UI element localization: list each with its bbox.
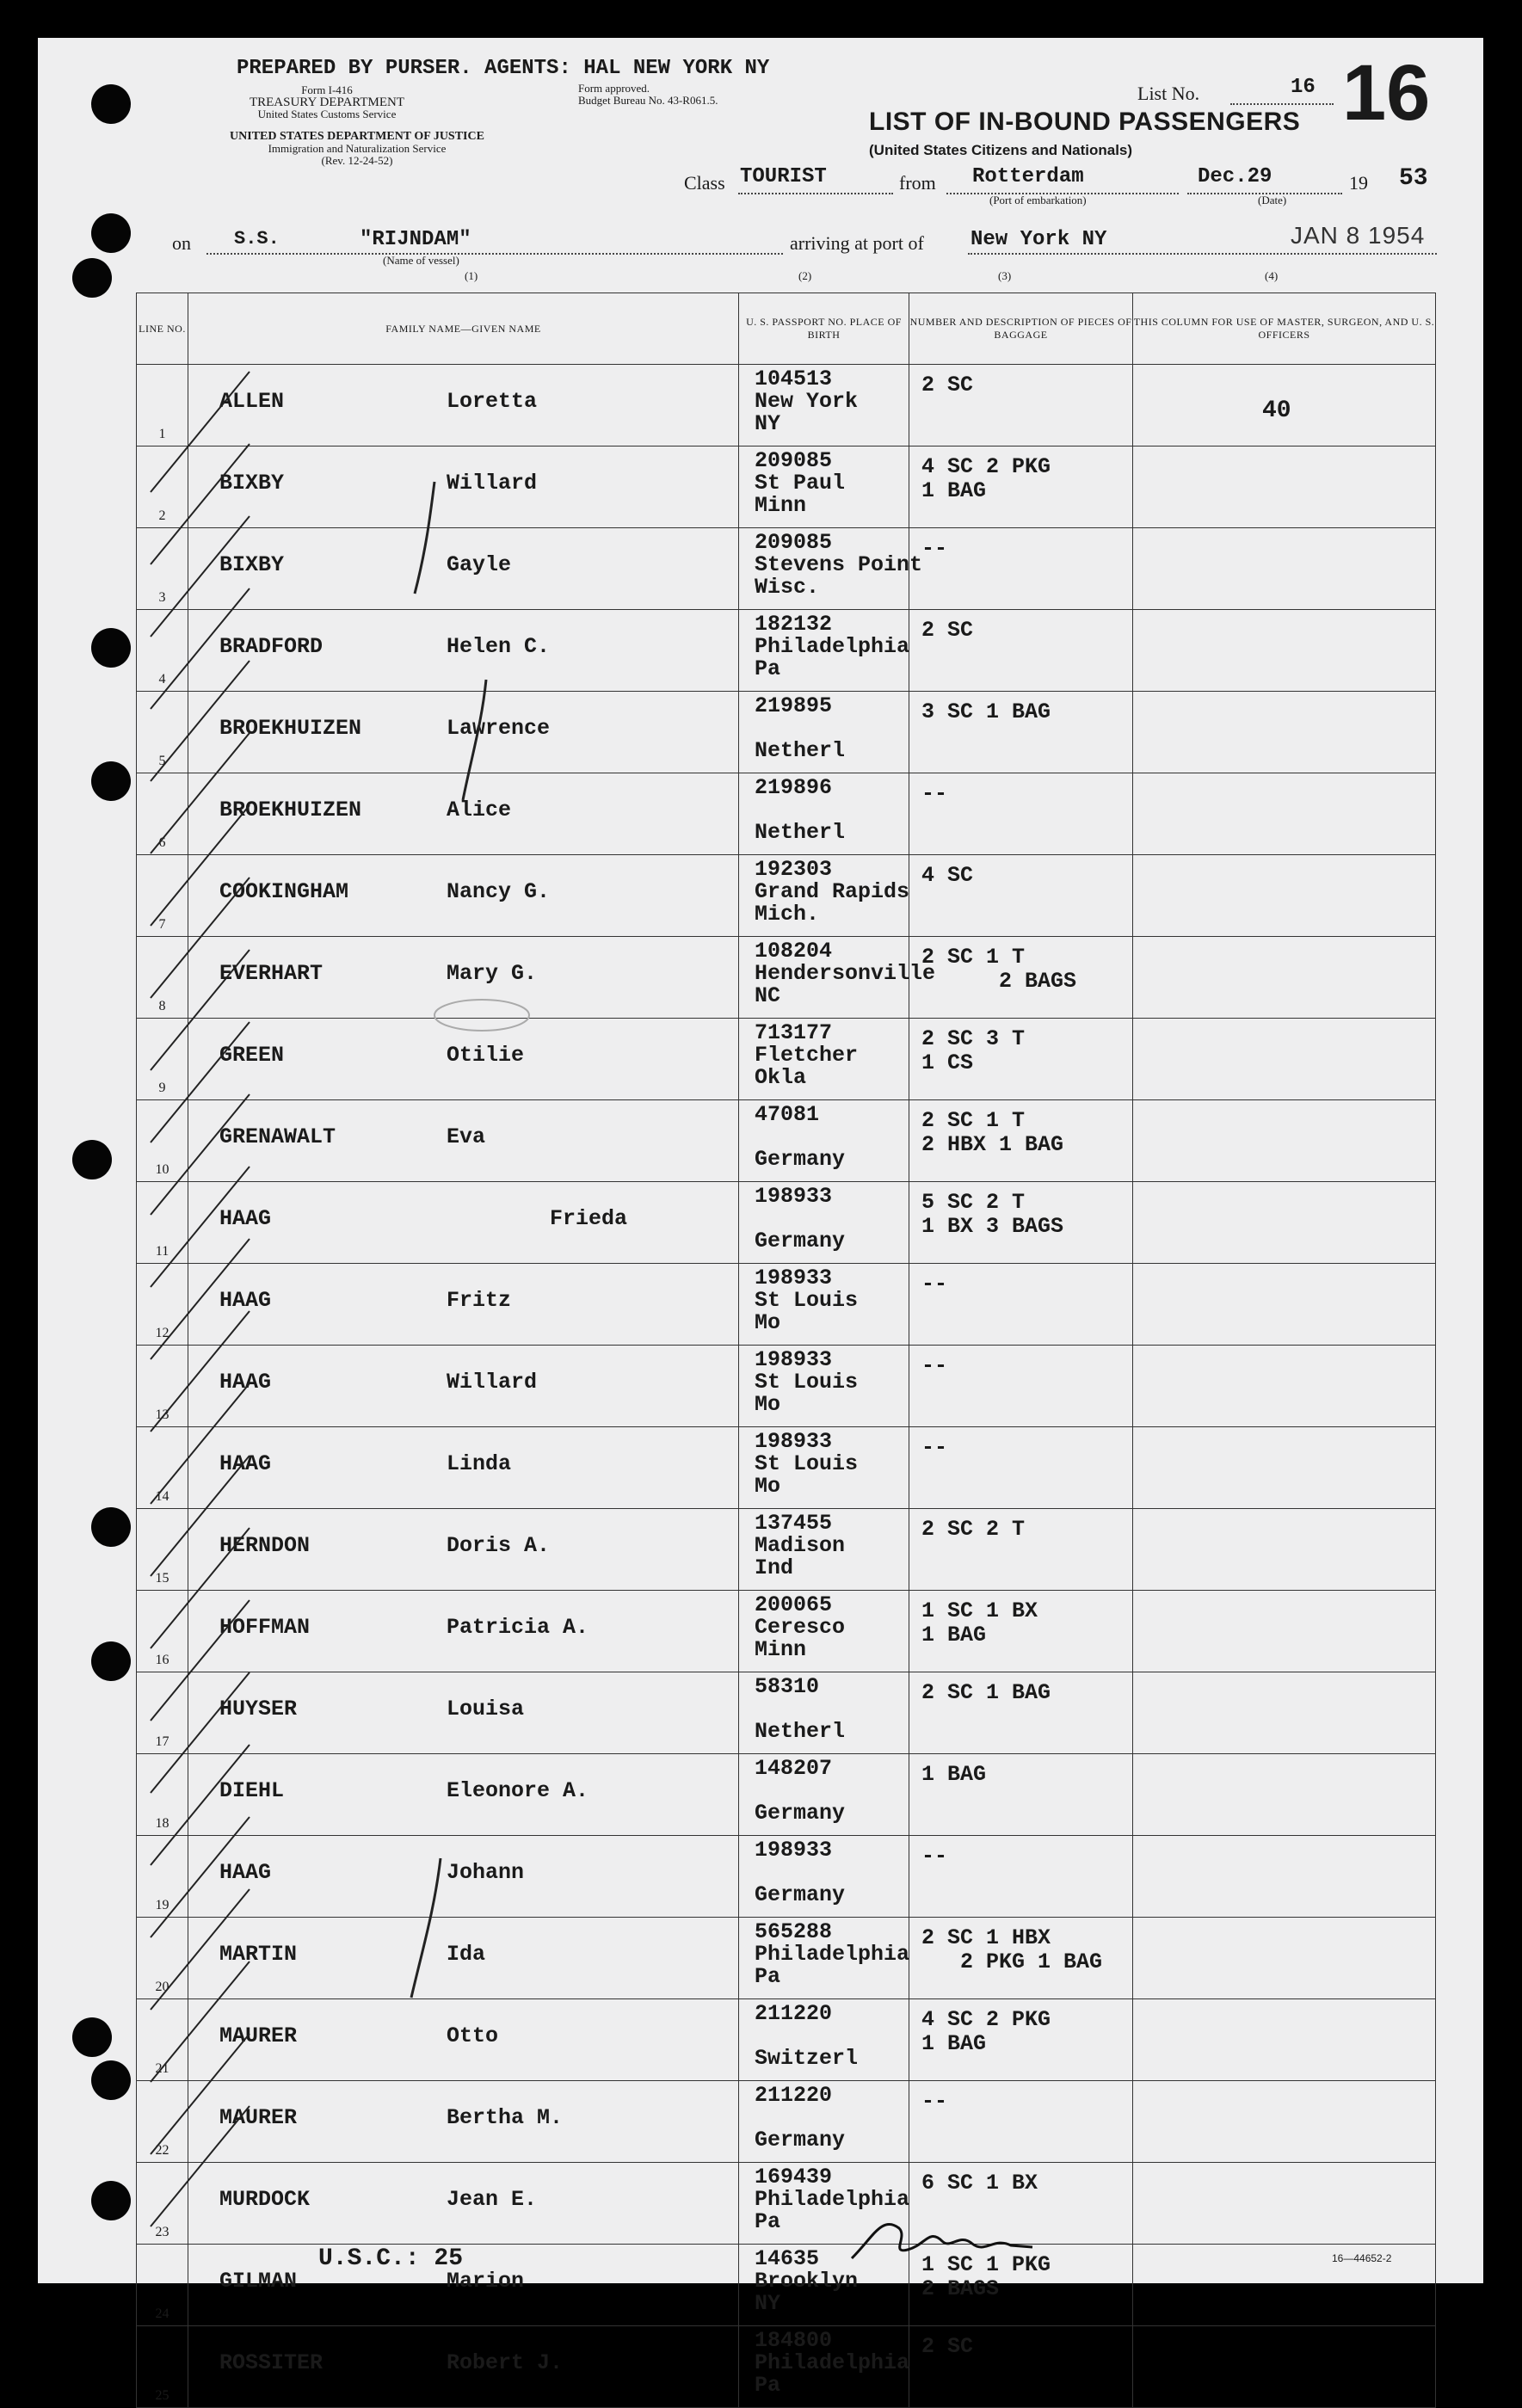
officer-notes <box>1133 773 1436 855</box>
officer-notes <box>1133 610 1436 692</box>
baggage: 2 SC <box>909 2326 1133 2408</box>
line-number: 17 <box>137 1672 188 1754</box>
baggage: 1 BAG <box>909 1754 1133 1836</box>
list-no-stamp: 16 <box>1342 49 1431 137</box>
name-cell <box>188 692 739 773</box>
name-cell <box>188 1346 739 1427</box>
table-row <box>137 528 1436 610</box>
officer-notes <box>1133 1672 1436 1754</box>
table-row <box>137 1754 1436 1836</box>
passport-birthplace: 192303 Grand Rapids Mich. <box>739 855 909 937</box>
passport-birthplace: 219895 Netherl <box>739 692 909 773</box>
baggage: 4 SC 2 PKG 1 BAG <box>909 1999 1133 2081</box>
given-name: Bertha M. <box>447 2105 564 2130</box>
passport-birthplace: 198933 St Louis Mo <box>739 1427 909 1509</box>
given-name: Gayle <box>447 552 512 577</box>
officer-notes <box>1133 1019 1436 1100</box>
prepared-by-line: PREPARED BY PURSER. AGENTS: HAL NEW YORK NY <box>237 57 770 80</box>
name-cell <box>188 1999 739 2081</box>
passport-birthplace: 104513 New York NY <box>739 365 909 446</box>
table-row <box>137 610 1436 692</box>
given-name: Jean E. <box>447 2187 538 2212</box>
name-cell <box>188 1264 739 1346</box>
table-row <box>137 1836 1436 1918</box>
vessel-name: "RIJNDAM" <box>360 228 471 251</box>
family-name: HAAG <box>219 1451 272 1476</box>
line-number: 25 <box>137 2326 188 2408</box>
officer-notes <box>1133 1346 1436 1427</box>
line-number: 21 <box>137 1999 188 2081</box>
port-caption: (Port of embarkation) <box>989 194 1087 206</box>
baggage: 1 SC 1 BX 1 BAG <box>909 1591 1133 1672</box>
table-row <box>137 2163 1436 2245</box>
name-cell <box>188 1182 739 1264</box>
passport-birthplace: 211220 Switzerl <box>739 1999 909 2081</box>
baggage: 3 SC 1 BAG <box>909 692 1133 773</box>
family-name: HAAG <box>219 1860 272 1885</box>
family-name: HAAG <box>219 1288 272 1313</box>
justice-block <box>159 131 555 167</box>
binder-hole <box>91 2181 131 2220</box>
baggage: 6 SC 1 BX <box>909 2163 1133 2245</box>
baggage: -- <box>909 1427 1133 1509</box>
baggage: 2 SC 3 T 1 CS <box>909 1019 1133 1100</box>
col-header-line: LINE NO. <box>137 293 188 365</box>
officer-notes <box>1133 855 1436 937</box>
year-value: 53 <box>1399 165 1428 192</box>
list-no-line <box>1230 103 1334 105</box>
given-name: Lawrence <box>447 716 551 741</box>
baggage: -- <box>909 1264 1133 1346</box>
name-cell <box>188 1836 739 1918</box>
family-name: COOKINGHAM <box>219 879 349 904</box>
date-caption: (Date) <box>1258 194 1287 206</box>
date-value: Dec.29 <box>1198 165 1272 188</box>
passport-birthplace: 219896 Netherl <box>739 773 909 855</box>
class-value: TOURIST <box>740 165 827 188</box>
baggage: 2 SC 1 T 2 HBX 1 BAG <box>909 1100 1133 1182</box>
ins-service: Immigration and Naturalization Service <box>268 142 447 155</box>
baggage: 2 SC 2 T <box>909 1509 1133 1591</box>
baggage: 4 SC <box>909 855 1133 937</box>
family-name: BRADFORD <box>219 634 324 659</box>
name-cell <box>188 446 739 528</box>
baggage: -- <box>909 1836 1133 1918</box>
form-approved-text: Form approved. <box>578 82 650 95</box>
form-approved <box>578 83 718 107</box>
justice-dept: UNITED STATES DEPARTMENT OF JUSTICE <box>230 130 484 143</box>
baggage: 2 SC 1 BAG <box>909 1672 1133 1754</box>
passport-birthplace: 137455 Madison Ind <box>739 1509 909 1591</box>
officer-notes <box>1133 1591 1436 1672</box>
officer-notes <box>1133 1264 1436 1346</box>
family-name: MURDOCK <box>219 2187 311 2212</box>
given-name: Willard <box>447 471 538 496</box>
name-cell <box>188 1672 739 1754</box>
name-cell <box>188 855 739 937</box>
line-number: 23 <box>137 2163 188 2245</box>
table-row <box>137 1264 1436 1346</box>
table-header-row <box>137 293 1436 365</box>
arriving-line <box>968 253 1437 255</box>
name-cell <box>188 528 739 610</box>
name-cell <box>188 365 739 446</box>
passport-birthplace: 47081 Germany <box>739 1100 909 1182</box>
name-cell <box>188 610 739 692</box>
baggage: 2 SC 1 T 2 BAGS <box>909 937 1133 1019</box>
table-row <box>137 1427 1436 1509</box>
officer-notes <box>1133 2081 1436 2163</box>
name-cell <box>188 2081 739 2163</box>
family-name: BROEKHUIZEN <box>219 716 362 741</box>
table-row <box>137 773 1436 855</box>
binder-hole <box>91 1641 131 1681</box>
line-number: 1 <box>137 365 188 446</box>
passport-birthplace: 565288 Philadelphia Pa <box>739 1918 909 1999</box>
col-header-name: FAMILY NAME—GIVEN NAME <box>188 293 739 365</box>
line-number: 18 <box>137 1754 188 1836</box>
passenger-table <box>136 293 1436 2408</box>
given-name: Eleonore A. <box>447 1778 589 1803</box>
given-name: Patricia A. <box>447 1615 589 1640</box>
family-name: HOFFMAN <box>219 1615 311 1640</box>
table-row <box>137 446 1436 528</box>
family-name: HAAG <box>219 1370 272 1395</box>
binder-hole <box>91 628 131 668</box>
from-value: Rotterdam <box>972 165 1084 188</box>
family-name: HERNDON <box>219 1533 311 1558</box>
table-row <box>137 1918 1436 1999</box>
table-row <box>137 1999 1436 2081</box>
line-number: 13 <box>137 1346 188 1427</box>
given-name: Frieda <box>550 1206 628 1231</box>
name-cell <box>188 1918 739 1999</box>
table-row <box>137 1100 1436 1182</box>
name-cell <box>188 1509 739 1591</box>
binder-hole <box>91 213 131 253</box>
page-title: LIST OF IN-BOUND PASSENGERS <box>869 108 1301 136</box>
table-row <box>137 1019 1436 1100</box>
baggage: -- <box>909 1346 1133 1427</box>
family-name: HUYSER <box>219 1697 298 1721</box>
baggage: 2 SC <box>909 610 1133 692</box>
table-row <box>137 1346 1436 1427</box>
year-prefix: 19 <box>1349 172 1368 194</box>
family-name: MAURER <box>219 2023 298 2048</box>
table-row <box>137 2326 1436 2408</box>
binder-hole <box>91 1507 131 1547</box>
class-line <box>738 193 893 194</box>
officer-notes <box>1133 1509 1436 1591</box>
signature <box>847 2211 1037 2271</box>
from-label: from <box>899 172 936 194</box>
line-number: 24 <box>137 2245 188 2326</box>
name-cell <box>188 2163 739 2245</box>
officer-notes <box>1133 1918 1436 1999</box>
table-row <box>137 365 1436 446</box>
binder-hole <box>91 2060 131 2100</box>
family-name: ALLEN <box>219 389 285 414</box>
officer-notes <box>1133 1754 1436 1836</box>
treasury-dept: TREASURY DEPARTMENT <box>249 95 405 109</box>
col-num-3: (3) <box>998 269 1012 282</box>
table-row <box>137 1672 1436 1754</box>
vessel-caption: (Name of vessel) <box>383 254 459 267</box>
table-row <box>137 692 1436 773</box>
table-row <box>137 1182 1436 1264</box>
officer-notes <box>1133 528 1436 610</box>
given-name: Linda <box>447 1451 512 1476</box>
passport-birthplace: 184800 Philadelphia Pa <box>739 2326 909 2408</box>
line-number: 16 <box>137 1591 188 1672</box>
line-number: 19 <box>137 1836 188 1918</box>
line-number: 4 <box>137 610 188 692</box>
col-header-passport: U. S. PASSPORT NO. PLACE OF BIRTH <box>739 293 909 365</box>
passport-birthplace: 182132 Philadelphia Pa <box>739 610 909 692</box>
list-no-label: List No. <box>1137 83 1200 104</box>
family-name: GREEN <box>219 1043 285 1068</box>
officer-notes <box>1133 1999 1436 2081</box>
line-number: 22 <box>137 2081 188 2163</box>
usc-count: U.S.C.: 25 <box>318 2245 464 2272</box>
family-name: MAURER <box>219 2105 298 2130</box>
customs-service: United States Customs Service <box>257 108 397 120</box>
page-subtitle: (United States Citizens and Nationals) <box>869 142 1133 158</box>
officer-notes <box>1133 1182 1436 1264</box>
officer-notes <box>1133 2326 1436 2408</box>
line-number: 9 <box>137 1019 188 1100</box>
binder-hole <box>72 258 112 298</box>
binder-hole <box>72 2017 112 2057</box>
passport-birthplace: 200065 Ceresco Minn <box>739 1591 909 1672</box>
baggage: 1 SC 1 PKG 2 BAGS <box>909 2245 1133 2326</box>
table-row <box>137 1591 1436 1672</box>
line-number: 10 <box>137 1100 188 1182</box>
table-row <box>137 855 1436 937</box>
passport-birthplace: 14635 Brooklyn NY <box>739 2245 909 2326</box>
line-number: 12 <box>137 1264 188 1346</box>
baggage: -- <box>909 528 1133 610</box>
family-name: GRENAWALT <box>219 1124 336 1149</box>
officer-notes <box>1133 1100 1436 1182</box>
officer-notes <box>1133 365 1436 446</box>
line-number: 20 <box>137 1918 188 1999</box>
line-number: 11 <box>137 1182 188 1264</box>
given-name: Doris A. <box>447 1533 551 1558</box>
arriving-label: arriving at port of <box>790 232 924 254</box>
baggage: 5 SC 2 T 1 BX 3 BAGS <box>909 1182 1133 1264</box>
name-cell <box>188 1427 739 1509</box>
on-label: on <box>172 232 191 254</box>
officer-notes <box>1133 692 1436 773</box>
binder-hole <box>91 761 131 801</box>
baggage: -- <box>909 2081 1133 2163</box>
class-label: Class <box>684 172 725 194</box>
arriving-port: New York NY <box>971 228 1107 251</box>
passport-birthplace: 58310 Netherl <box>739 1672 909 1754</box>
family-name: HAAG <box>219 1206 272 1231</box>
name-cell <box>188 1100 739 1182</box>
passport-birthplace: 209085 St Paul Minn <box>739 446 909 528</box>
given-name: Marion <box>447 2269 525 2294</box>
name-cell <box>188 1754 739 1836</box>
given-name: Alice <box>447 798 512 822</box>
given-name: Johann <box>447 1860 525 1885</box>
line-number: 3 <box>137 528 188 610</box>
col-num-2: (2) <box>798 269 812 282</box>
given-name: Helen C. <box>447 634 551 659</box>
passport-birthplace: 108204 Hendersonville NC <box>739 937 909 1019</box>
passport-birthplace: 198933 St Louis Mo <box>739 1346 909 1427</box>
name-cell <box>188 773 739 855</box>
line-number: 14 <box>137 1427 188 1509</box>
table-row <box>137 1509 1436 1591</box>
given-name: Otto <box>447 2023 499 2048</box>
binder-hole <box>72 1140 112 1179</box>
vessel-line <box>206 253 783 255</box>
form-code: 16—44652-2 <box>1332 2252 1392 2264</box>
name-cell <box>188 2326 739 2408</box>
given-name: Ida <box>447 1942 486 1967</box>
passport-birthplace: 169439 Philadelphia Pa <box>739 2163 909 2245</box>
family-name: BROEKHUIZEN <box>219 798 362 822</box>
given-name: Nancy G. <box>447 879 551 904</box>
passport-birthplace: 148207 Germany <box>739 1754 909 1836</box>
officer-notes <box>1133 446 1436 528</box>
family-name: GILMAN <box>219 2269 298 2294</box>
line-number: 7 <box>137 855 188 937</box>
col-header-officers: THIS COLUMN FOR USE OF MASTER, SURGEON, AND U. S. OFFICERS <box>1133 293 1436 365</box>
line-number: 2 <box>137 446 188 528</box>
given-name: Eva <box>447 1124 486 1149</box>
name-cell <box>188 937 739 1019</box>
baggage: 2 SC 1 HBX 2 PKG 1 BAG <box>909 1918 1133 1999</box>
name-cell <box>188 2245 739 2326</box>
table-row <box>137 2081 1436 2163</box>
given-name: Loretta <box>447 389 538 414</box>
family-name: ROSSITER <box>219 2350 324 2375</box>
line-number: 6 <box>137 773 188 855</box>
form-number: Form I-416 <box>301 83 353 96</box>
list-no-typed: 16 <box>1291 76 1316 99</box>
given-name: Fritz <box>447 1288 512 1313</box>
officer-notes <box>1133 2163 1436 2245</box>
given-name: Otilie <box>447 1043 525 1068</box>
col-num-4: (4) <box>1265 269 1279 282</box>
family-name: DIEHL <box>219 1778 285 1803</box>
binder-hole <box>91 84 131 124</box>
line-number: 15 <box>137 1509 188 1591</box>
given-name: Mary G. <box>447 961 538 986</box>
table-row <box>137 937 1436 1019</box>
given-name: Louisa <box>447 1697 525 1721</box>
officer-notes <box>1133 937 1436 1019</box>
officer-notes <box>1133 1427 1436 1509</box>
name-cell <box>188 1591 739 1672</box>
budget-bureau: Budget Bureau No. 43-R061.5. <box>578 94 718 107</box>
passport-birthplace: 198933 Germany <box>739 1836 909 1918</box>
line-number: 8 <box>137 937 188 1019</box>
passport-birthplace: 713177 Fletcher Okla <box>739 1019 909 1100</box>
passport-birthplace: 211220 Germany <box>739 2081 909 2163</box>
col-num-1: (1) <box>465 269 478 282</box>
given-name: Robert J. <box>447 2350 564 2375</box>
baggage: -- <box>909 773 1133 855</box>
baggage: 4 SC 2 PKG 1 BAG <box>909 446 1133 528</box>
revision: (Rev. 12-24-52) <box>321 154 393 167</box>
family-name: BIXBY <box>219 552 285 577</box>
officer-note: 40 <box>1262 397 1291 424</box>
passport-birthplace: 198933 St Louis Mo <box>739 1264 909 1346</box>
baggage: 2 SC <box>909 365 1133 446</box>
name-cell <box>188 1019 739 1100</box>
agency-block <box>163 84 490 120</box>
col-header-baggage: NUMBER AND DESCRIPTION OF PIECES OF BAGGAGE <box>909 293 1133 365</box>
family-name: EVERHART <box>219 961 324 986</box>
passport-birthplace: 209085 Stevens Point Wisc. <box>739 528 909 610</box>
family-name: BIXBY <box>219 471 285 496</box>
family-name: MARTIN <box>219 1942 298 1967</box>
line-number: 5 <box>137 692 188 773</box>
given-name: Willard <box>447 1370 538 1395</box>
passport-birthplace: 198933 Germany <box>739 1182 909 1264</box>
arrival-date-stamp: JAN 8 1954 <box>1291 222 1426 249</box>
officer-notes <box>1133 1836 1436 1918</box>
vessel-prefix: S.S. <box>234 228 280 249</box>
